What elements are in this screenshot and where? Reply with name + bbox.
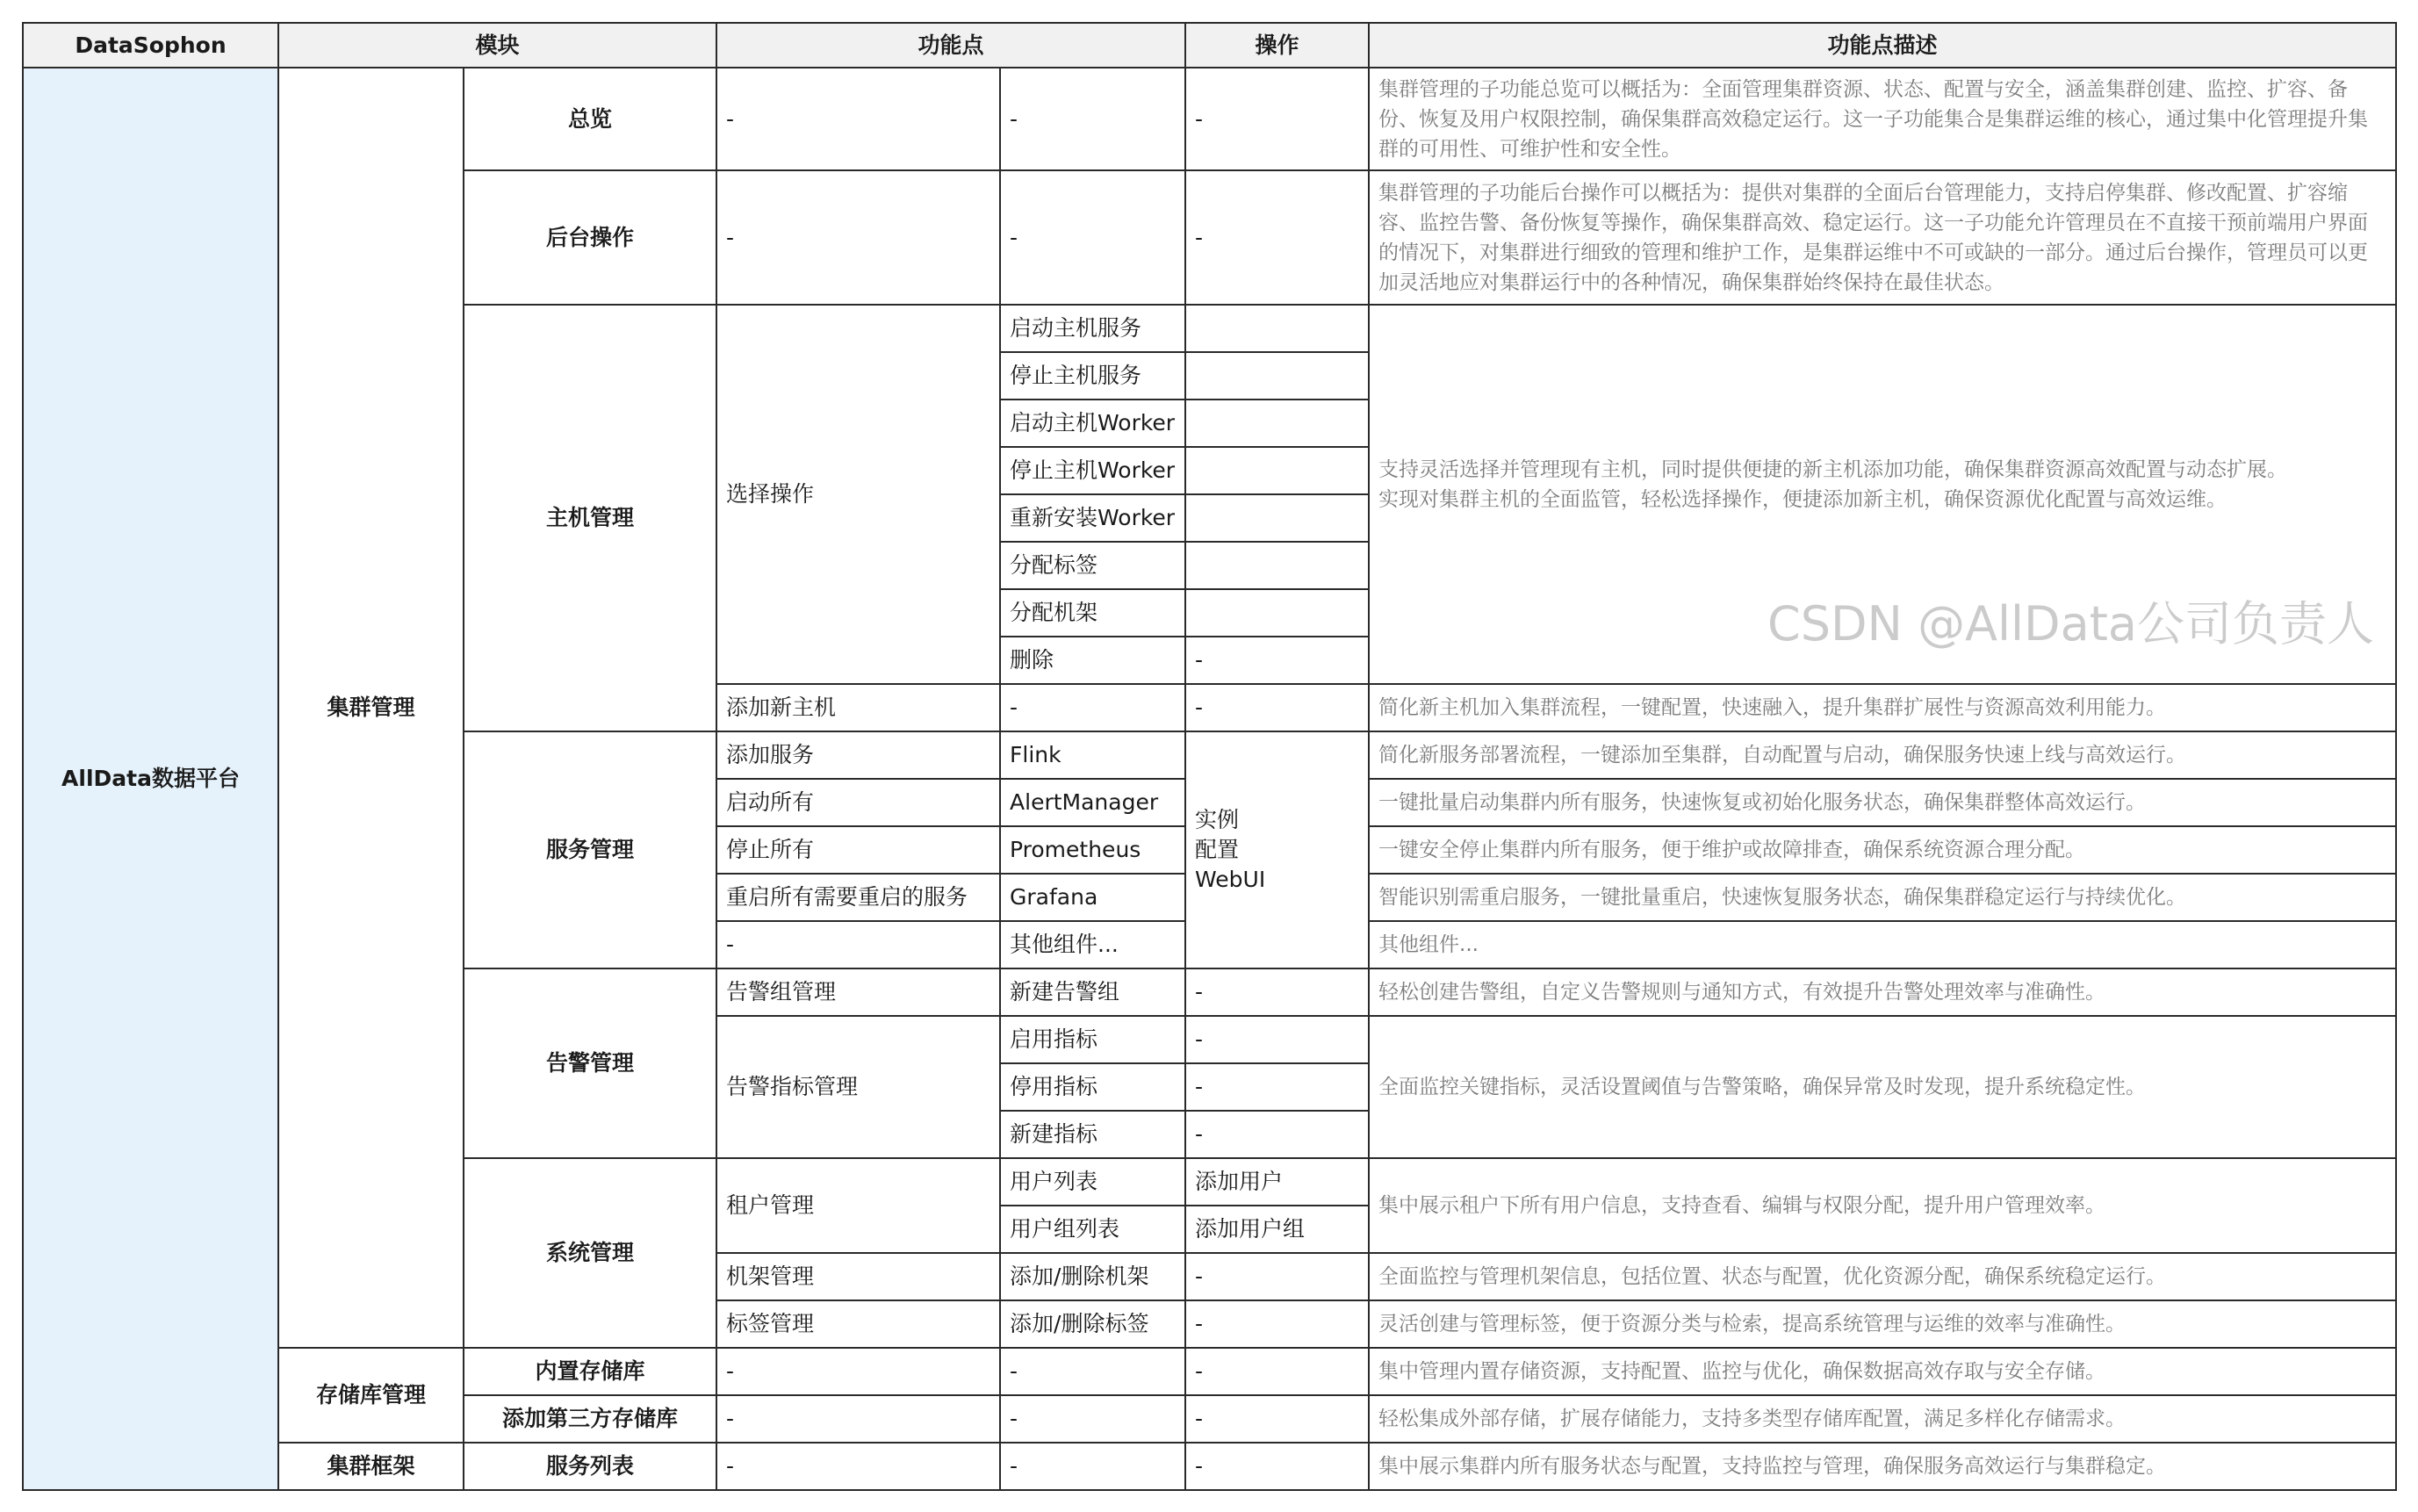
submodule-service: 服务管理	[464, 731, 716, 968]
submodule-alert: 告警管理	[464, 968, 716, 1158]
header-module: 模块	[278, 23, 716, 68]
header-description: 功能点描述	[1369, 23, 2396, 68]
operation-cell: -	[1185, 968, 1369, 1016]
operation-cell	[1185, 447, 1369, 494]
operation-cell: -	[1185, 1016, 1369, 1063]
feature-cell: 启动主机服务	[1000, 305, 1185, 352]
submodule-system: 系统管理	[464, 1158, 716, 1348]
feature-cell: 重启所有需要重启的服务	[716, 874, 1000, 921]
submodule-host: 主机管理	[464, 305, 716, 731]
module-cluster: 集群管理	[278, 68, 464, 1348]
feature-cell: 添加/删除标签	[1000, 1300, 1185, 1348]
module-framework: 集群框架	[278, 1443, 464, 1490]
operation-config: 配置	[1195, 837, 1240, 862]
feature-cell: 添加新主机	[716, 684, 1000, 731]
feature-cell: 告警组管理	[716, 968, 1000, 1016]
operation-cell	[1185, 731, 1369, 968]
description-cell	[1369, 305, 2396, 684]
feature-cell: 机架管理	[716, 1253, 1000, 1300]
feature-cell: -	[716, 170, 1000, 305]
header-feature: 功能点	[716, 23, 1185, 68]
feature-cell: -	[1000, 1348, 1185, 1395]
submodule-service-list: 服务列表	[464, 1443, 716, 1490]
feature-cell: 停止主机服务	[1000, 352, 1185, 400]
table-row	[23, 68, 2396, 170]
table-row	[23, 1348, 2396, 1395]
feature-cell: -	[1000, 68, 1185, 170]
feature-cell: 添加/删除机架	[1000, 1253, 1185, 1300]
feature-select: 选择操作	[716, 305, 1000, 684]
description-cell: 全面监控与管理机架信息，包括位置、状态与配置，优化资源分配，确保系统稳定运行。	[1369, 1253, 2396, 1300]
feature-cell: 分配标签	[1000, 542, 1185, 589]
operation-cell	[1185, 542, 1369, 589]
feature-cell: -	[716, 1348, 1000, 1395]
feature-cell: Flink	[1000, 731, 1185, 779]
operation-cell: -	[1185, 1111, 1369, 1158]
description-cell: 一键安全停止集群内所有服务，便于维护或故障排查，确保系统资源合理分配。	[1369, 826, 2396, 874]
feature-cell: -	[1000, 1443, 1185, 1490]
operation-cell	[1185, 352, 1369, 400]
feature-cell: 启动所有	[716, 779, 1000, 826]
submodule-third-party-storage: 添加第三方存储库	[464, 1395, 716, 1443]
feature-cell: -	[716, 1443, 1000, 1490]
table-row	[23, 1443, 2396, 1490]
feature-cell: 添加服务	[716, 731, 1000, 779]
operation-cell: -	[1185, 1253, 1369, 1300]
header-datasophon: DataSophon	[23, 23, 278, 68]
feature-cell: 删除	[1000, 637, 1185, 684]
description-cell: 集中展示租户下所有用户信息，支持查看、编辑与权限分配，提升用户管理效率。	[1369, 1158, 2396, 1253]
operation-cell: -	[1185, 1443, 1369, 1490]
feature-cell: 新建指标	[1000, 1111, 1185, 1158]
description-cell: 集群管理的子功能总览可以概括为：全面管理集群资源、状态、配置与安全，涵盖集群创建、监控、扩容、备份、恢复及用户权限控制，确保集群高效稳定运行。这一子功能集合是集群运维的核心，通过集中化管理提升集群的可用性、可维护性和安全性。	[1369, 68, 2396, 170]
feature-cell: -	[1000, 1395, 1185, 1443]
operation-cell	[1185, 589, 1369, 637]
operation-cell: 添加用户	[1185, 1158, 1369, 1206]
feature-cell: AlertManager	[1000, 779, 1185, 826]
feature-cell: -	[716, 1395, 1000, 1443]
feature-cell: 租户管理	[716, 1158, 1000, 1253]
feature-cell: Grafana	[1000, 874, 1185, 921]
feature-cell: 停用指标	[1000, 1063, 1185, 1111]
description-cell: 简化新服务部署流程，一键添加至集群，自动配置与启动，确保服务快速上线与高效运行。	[1369, 731, 2396, 779]
watermark: CSDN @AllData公司负责人	[1767, 596, 2374, 652]
feature-cell: -	[716, 68, 1000, 170]
operation-cell: -	[1185, 1348, 1369, 1395]
header-row	[23, 23, 2396, 68]
description-cell: 集中管理内置存储资源，支持配置、监控与优化，确保数据高效存取与安全存储。	[1369, 1348, 2396, 1395]
submodule-builtin-storage: 内置存储库	[464, 1348, 716, 1395]
submodule-backend: 后台操作	[464, 170, 716, 305]
operation-cell: -	[1185, 1395, 1369, 1443]
feature-cell: Prometheus	[1000, 826, 1185, 874]
operation-cell	[1185, 400, 1369, 447]
feature-cell: 告警指标管理	[716, 1016, 1000, 1158]
operation-cell	[1185, 305, 1369, 352]
module-storage: 存储库管理	[278, 1348, 464, 1443]
feature-cell: 分配机架	[1000, 589, 1185, 637]
operation-cell: 添加用户组	[1185, 1206, 1369, 1253]
feature-table	[22, 22, 2397, 1491]
feature-cell: -	[1000, 684, 1185, 731]
platform-cell: AllData数据平台	[23, 68, 278, 1490]
description-cell: 轻松创建告警组，自定义告警规则与通知方式，有效提升告警处理效率与准确性。	[1369, 968, 2396, 1016]
description-cell: 其他组件...	[1369, 921, 2396, 968]
feature-cell: 用户组列表	[1000, 1206, 1185, 1253]
operation-cell: -	[1185, 170, 1369, 305]
description-cell: 集中展示集群内所有服务状态与配置，支持监控与管理，确保服务高效运行与集群稳定。	[1369, 1443, 2396, 1490]
description-cell: 智能识别需重启服务，一键批量重启，快速恢复服务状态，确保集群稳定运行与持续优化。	[1369, 874, 2396, 921]
feature-cell: 新建告警组	[1000, 968, 1185, 1016]
feature-cell: 其他组件...	[1000, 921, 1185, 968]
header-operation: 操作	[1185, 23, 1369, 68]
feature-cell: 重新安装Worker	[1000, 494, 1185, 542]
operation-cell: -	[1185, 684, 1369, 731]
feature-cell: -	[1000, 170, 1185, 305]
operation-cell: -	[1185, 637, 1369, 684]
feature-cell: -	[716, 921, 1000, 968]
description-cell: 轻松集成外部存储，扩展存储能力，支持多类型存储库配置，满足多样化存储需求。	[1369, 1395, 2396, 1443]
operation-cell: -	[1185, 1063, 1369, 1111]
operation-cell: -	[1185, 68, 1369, 170]
feature-cell: 启动主机Worker	[1000, 400, 1185, 447]
feature-cell: 停止所有	[716, 826, 1000, 874]
description-cell: 灵活创建与管理标签，便于资源分类与检索，提高系统管理与运维的效率与准确性。	[1369, 1300, 2396, 1348]
description-cell: 全面监控关键指标，灵活设置阈值与告警策略，确保异常及时发现，提升系统稳定性。	[1369, 1016, 2396, 1158]
operation-cell	[1185, 494, 1369, 542]
operation-cell: -	[1185, 1300, 1369, 1348]
description-cell: 集群管理的子功能后台操作可以概括为：提供对集群的全面后台管理能力，支持启停集群、修改配置、扩容缩容、监控告警、备份恢复等操作，确保集群高效、稳定运行。这一子功能允许管理员在不直接干预前端用户界面的情况下，对集群进行细致的管理和维护工作，是集群运维中不可或缺的一部分。通过后台操作，管理员可以更加灵活地应对集群运行中的各种情况，确保集群始终保持在最佳状态。	[1369, 170, 2396, 305]
operation-webui: WebUI	[1195, 867, 1266, 892]
operation-instance: 实例	[1195, 807, 1240, 832]
feature-cell: 启用指标	[1000, 1016, 1185, 1063]
description-cell: 一键批量启动集群内所有服务，快速恢复或初始化服务状态，确保集群整体高效运行。	[1369, 779, 2396, 826]
feature-cell: 标签管理	[716, 1300, 1000, 1348]
feature-cell: 停止主机Worker	[1000, 447, 1185, 494]
description-line: 实现对集群主机的全面监管，轻松选择操作，便捷添加新主机，确保资源优化配置与高效运维。	[1378, 488, 2227, 511]
description-cell: 简化新主机加入集群流程，一键配置，快速融入，提升集群扩展性与资源高效利用能力。	[1369, 684, 2396, 731]
feature-cell: 用户列表	[1000, 1158, 1185, 1206]
description-line: 支持灵活选择并管理现有主机，同时提供便捷的新主机添加功能，确保集群资源高效配置与动态扩展。	[1378, 458, 2288, 481]
submodule-overview: 总览	[464, 68, 716, 170]
